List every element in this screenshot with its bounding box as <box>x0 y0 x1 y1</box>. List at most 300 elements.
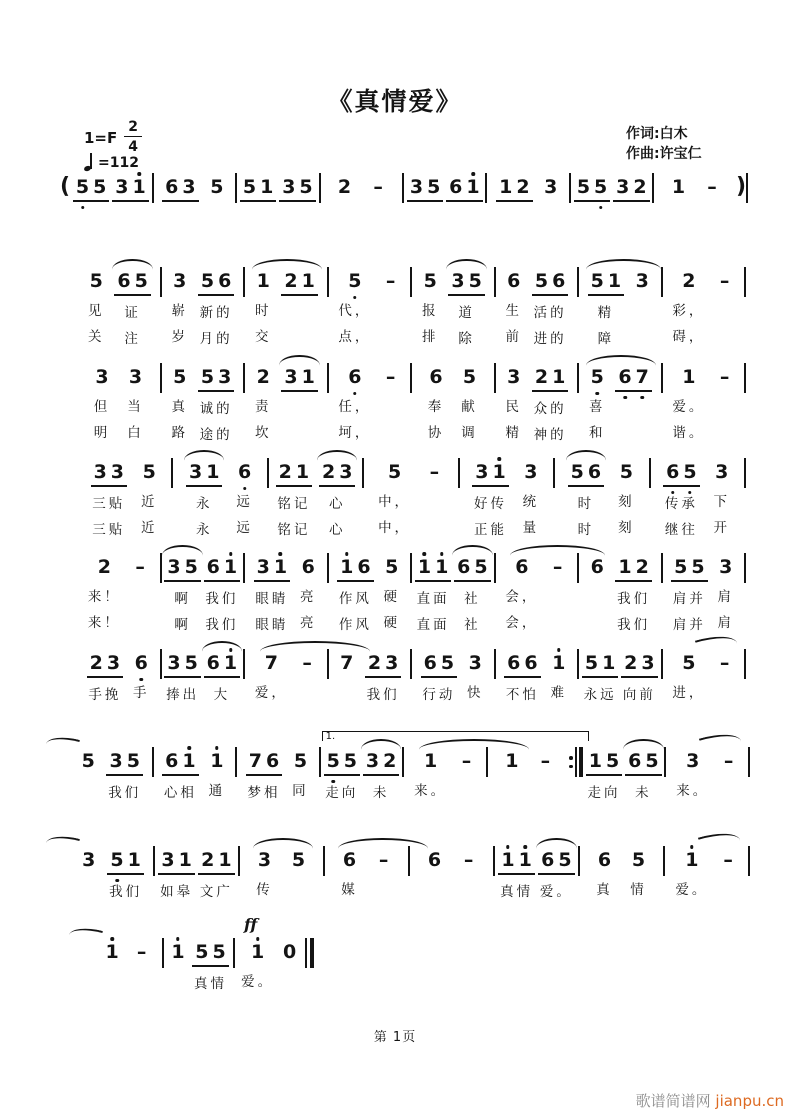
note-digit: 2 <box>97 556 111 578</box>
note-digit: – <box>385 270 396 292</box>
note-token <box>338 270 371 346</box>
lyric-text: 交 <box>254 329 272 345</box>
note-digit: – <box>385 366 396 388</box>
note-group <box>426 366 445 390</box>
note-digit: 3 <box>167 556 181 578</box>
lyric-text: 社 <box>464 617 481 633</box>
note-digit: 6 <box>552 270 566 292</box>
lyric-text <box>639 329 646 346</box>
lyric-text: 中， <box>378 520 412 536</box>
barline <box>748 747 750 777</box>
lyric-text: 行动 <box>422 687 456 703</box>
octave-dot-high <box>176 937 180 941</box>
lyric-text <box>296 331 303 348</box>
note-digit: 3 <box>82 849 96 871</box>
note-token <box>532 270 568 348</box>
note-group <box>504 366 523 390</box>
measure <box>583 750 665 802</box>
lyric-text: 白 <box>127 425 144 441</box>
note-group <box>170 366 189 390</box>
lyric-text <box>721 329 728 346</box>
octave-dot-high <box>523 845 527 849</box>
note-digit: 3 <box>167 652 181 674</box>
note-token <box>669 176 688 200</box>
note-token <box>588 556 607 632</box>
note-group <box>207 176 226 200</box>
lyric-text: 作风 <box>338 591 372 607</box>
note-digit: 1 <box>423 750 438 772</box>
measure <box>155 849 238 901</box>
slur-arc <box>162 545 202 556</box>
measure <box>410 849 493 899</box>
note-digit: 2 <box>278 461 292 483</box>
octave-dot-low <box>671 491 675 495</box>
note-token <box>337 652 356 702</box>
lyric-text: 来！ <box>87 615 121 631</box>
note-digit: 6 <box>449 176 463 198</box>
measure <box>571 176 652 202</box>
octave-dot-high <box>506 845 510 849</box>
note-digit: 3 <box>524 461 538 483</box>
note-token <box>574 176 610 202</box>
lyric-text: 永 <box>195 496 213 512</box>
note-group <box>382 556 401 580</box>
note-digit: 5 <box>291 849 306 871</box>
measure <box>235 915 305 991</box>
lyric-text: 下 <box>713 494 730 510</box>
lyric-text <box>296 305 303 322</box>
slur-arc <box>112 259 152 270</box>
lyric-text: 排 <box>421 329 439 345</box>
note-group <box>454 556 490 582</box>
note-group <box>548 556 567 580</box>
note-digit: – <box>723 750 734 772</box>
note-group <box>192 941 228 967</box>
barline <box>744 649 746 679</box>
measure <box>496 556 578 632</box>
note-group <box>298 652 317 676</box>
measure <box>329 556 411 634</box>
note-token <box>502 750 521 800</box>
slur-arc <box>317 450 357 461</box>
note-digit: 2 <box>337 176 352 198</box>
note-token <box>255 652 288 702</box>
lyric-text: 时 <box>254 303 272 319</box>
lyric-text: 新的 <box>199 305 233 321</box>
lyric-text: 社 <box>464 591 481 607</box>
slur-arc <box>446 259 486 270</box>
note-token <box>588 366 607 442</box>
note-digit: 6 <box>587 461 602 483</box>
octave-dot-low <box>641 396 645 400</box>
note-digit: 5 <box>576 176 591 198</box>
note-digit: 6 <box>348 366 361 389</box>
tie-arc-out <box>698 827 740 851</box>
lyric-text: 亮 <box>300 615 317 631</box>
note-token <box>106 750 142 802</box>
note-token <box>676 750 709 800</box>
note-token <box>158 849 194 901</box>
note-group <box>459 849 478 873</box>
note-group <box>246 750 282 776</box>
note-token <box>378 461 411 537</box>
octave-dot-low <box>115 879 119 883</box>
lyric-text <box>380 882 387 899</box>
note-token <box>504 366 523 442</box>
note-group <box>131 556 150 580</box>
lyric-text: 心相 <box>163 785 197 801</box>
lyric-text: 真 <box>171 399 188 415</box>
note-token <box>114 270 150 348</box>
note-token <box>112 176 148 202</box>
score-line-6 <box>78 652 746 704</box>
measure <box>488 750 570 800</box>
note-digit: 2 <box>284 270 298 292</box>
slur-arc <box>623 739 663 750</box>
lyric-text: 肩并 <box>672 617 706 633</box>
note-token <box>498 849 534 901</box>
measure <box>663 652 745 702</box>
note-token <box>126 366 145 442</box>
note-digit: 3 <box>635 270 649 292</box>
note-group <box>340 849 359 873</box>
note-group <box>669 176 688 200</box>
note-token <box>162 176 198 202</box>
lyric-text: 直面 <box>416 617 450 633</box>
note-digit: – <box>302 652 312 674</box>
note-group <box>79 849 98 873</box>
lyric-text: 啊 <box>174 617 191 633</box>
song-title: 《真情爱》 <box>327 87 463 116</box>
note-token <box>198 270 234 348</box>
lyric-text <box>304 685 311 702</box>
octave-dot-high <box>471 172 475 176</box>
note-digit: 3 <box>385 652 399 674</box>
lyric-text: 正能 <box>473 522 507 538</box>
note-group <box>235 461 254 485</box>
measure <box>70 849 153 901</box>
note-digit: 1 <box>607 270 622 292</box>
lyric-text: 除 <box>458 331 475 347</box>
note-group <box>207 750 226 774</box>
measure <box>579 556 661 634</box>
note-digit: 3 <box>468 652 482 674</box>
credits <box>626 124 702 164</box>
note-digit: 3 <box>616 176 630 198</box>
octave-dot-low <box>623 396 627 400</box>
measure <box>496 652 578 704</box>
note-token <box>381 366 400 442</box>
lyric-text: 远 <box>236 520 253 536</box>
quarter-note-icon <box>84 152 95 171</box>
measure <box>404 176 485 202</box>
measure <box>78 461 171 539</box>
note-digit: 1 <box>418 556 431 579</box>
note-digit: 3 <box>93 461 107 483</box>
lyric-text: 协 <box>427 425 445 441</box>
measure <box>321 750 403 802</box>
note-group <box>715 270 734 294</box>
note-digit: 5 <box>343 750 358 772</box>
tempo-marking <box>84 152 139 171</box>
note-digit: 3 <box>719 556 733 578</box>
lyric-text: 继往 <box>664 522 698 538</box>
note-token <box>369 176 388 200</box>
measure <box>496 366 578 444</box>
note-group <box>504 652 540 678</box>
lyric-text <box>431 520 438 537</box>
note-token <box>425 849 444 899</box>
note-digit: 6 <box>238 461 251 484</box>
lyric-text: 大 <box>213 687 231 703</box>
note-digit: 1 <box>682 366 696 388</box>
note-token <box>254 556 290 634</box>
note-digit: 5 <box>590 270 604 292</box>
lyric-text: 献 <box>461 399 478 415</box>
lyric-text: 手挽 <box>88 687 122 703</box>
repeat-dot <box>569 765 573 769</box>
measure <box>580 849 663 899</box>
note-token <box>672 652 705 702</box>
note-digit: 1 <box>127 849 141 871</box>
note-digit: 5 <box>195 941 209 963</box>
dynamic-mark: ff <box>244 915 258 934</box>
measure <box>579 366 661 444</box>
note-group <box>345 270 364 294</box>
lyric-text: 碍， <box>672 329 706 345</box>
lyric-text <box>286 974 293 991</box>
lyric-text: 铭记 <box>277 496 311 512</box>
note-group <box>586 750 622 776</box>
note-group <box>425 849 444 873</box>
note-digit: 5 <box>126 750 140 772</box>
lyric-text: 作风 <box>338 617 372 633</box>
note-group <box>291 750 310 774</box>
note-digit: 3 <box>282 176 296 198</box>
measure <box>325 849 408 899</box>
note-digit: 6 <box>206 556 220 578</box>
note-digit: 3 <box>641 652 655 674</box>
note-group <box>385 461 404 485</box>
lyric-text <box>554 589 561 606</box>
barline <box>744 363 746 393</box>
note-digit: 3 <box>507 366 521 388</box>
note-digit: 1 <box>618 556 632 578</box>
note-digit: 5 <box>474 556 488 578</box>
note-token <box>586 750 622 802</box>
lyric-text: 坷， <box>338 425 372 441</box>
note-group <box>719 849 738 873</box>
note-group <box>162 176 198 202</box>
note-digit: 7 <box>264 652 278 674</box>
note-group <box>112 176 148 202</box>
note-token <box>168 941 187 991</box>
lyric-text: 我们 <box>205 617 239 633</box>
lyric-text: 关 <box>87 329 105 345</box>
lyric-text <box>138 974 145 991</box>
measure <box>412 270 494 348</box>
note-group <box>140 461 159 485</box>
note-token <box>162 750 198 802</box>
note-token <box>719 849 738 899</box>
slur-arc <box>202 641 242 652</box>
note-token <box>281 366 317 444</box>
lyric-text: 量 <box>522 520 540 536</box>
note-group <box>87 652 123 678</box>
note-digit: 1 <box>295 461 310 483</box>
lyric-text: 进的 <box>533 331 567 347</box>
slur-arc <box>586 259 661 270</box>
note-group <box>254 270 273 294</box>
octave-dot-high <box>423 552 427 556</box>
watermark-site-name: 歌谱简谱网 <box>635 1092 716 1110</box>
note-digit: 6 <box>507 652 521 674</box>
measure <box>460 461 553 539</box>
lyric-text: 眼睛 <box>255 617 289 633</box>
octave-dot-low <box>81 206 85 210</box>
note-token <box>298 652 317 702</box>
time-signature-denominator: 4 <box>128 139 139 155</box>
lyric-text <box>725 882 732 899</box>
score-line-9 <box>92 915 314 993</box>
lyric-text: 肩 <box>717 615 735 631</box>
lyric-text: 爱。 <box>672 399 706 415</box>
note-digit: 5 <box>210 176 224 198</box>
note-group <box>719 750 738 774</box>
slur-arc <box>252 259 322 270</box>
lyric-text <box>542 783 549 800</box>
note-digit: 5 <box>212 941 226 963</box>
note-group <box>615 366 651 392</box>
note-digit: 5 <box>591 366 604 389</box>
octave-dot-high <box>690 845 694 849</box>
lyric-text: 来。 <box>414 783 448 799</box>
note-digit: 2 <box>624 652 638 674</box>
note-digit: 1 <box>505 750 519 772</box>
note-digit: 2 <box>516 176 530 198</box>
octave-dot-high <box>279 552 283 556</box>
note-token <box>454 556 490 634</box>
note-digit: – <box>719 652 730 674</box>
note-token <box>299 556 318 632</box>
note-token <box>538 849 574 901</box>
note-group <box>240 176 276 202</box>
note-digit: 1 <box>224 556 237 579</box>
note-group <box>365 652 401 678</box>
octave-dot-high <box>110 937 114 941</box>
note-group <box>381 270 400 294</box>
note-group <box>381 366 400 390</box>
note-digit: 1 <box>301 366 315 388</box>
note-token <box>716 556 735 632</box>
note-token <box>663 461 699 539</box>
octave-dot-low <box>599 206 603 210</box>
lyric-text: 任， <box>338 399 372 415</box>
note-digit: 5 <box>674 556 688 578</box>
note-group <box>621 652 657 678</box>
note-digit: 3 <box>188 461 203 483</box>
note-group <box>532 366 568 392</box>
note-token <box>421 270 440 346</box>
note-digit: 5 <box>631 849 646 871</box>
note-group <box>715 652 734 676</box>
note-token <box>421 652 457 704</box>
note-token <box>204 556 240 634</box>
note-group <box>716 556 735 580</box>
note-digit: 3 <box>109 750 123 772</box>
watermark <box>636 1090 784 1111</box>
note-token <box>198 366 234 444</box>
note-group <box>254 366 273 390</box>
measure <box>663 366 745 442</box>
note-token <box>363 750 399 802</box>
note-token <box>279 176 315 202</box>
measure <box>269 461 362 539</box>
measure <box>412 366 494 442</box>
score-line-2 <box>78 270 746 348</box>
measure <box>555 461 648 539</box>
lyric-text: 永 <box>195 522 213 538</box>
note-group <box>162 750 198 776</box>
note-digit: 3 <box>182 176 196 198</box>
note-digit: 5 <box>558 849 572 871</box>
note-digit: 1 <box>182 750 195 773</box>
note-token <box>617 461 636 537</box>
slur-arc <box>510 545 605 556</box>
lyric-text: 诚的 <box>199 401 233 417</box>
note-token <box>448 270 484 348</box>
note-digit: 1 <box>685 849 698 872</box>
note-group <box>446 176 482 202</box>
note-token <box>102 941 121 991</box>
note-digit: 6 <box>541 849 555 871</box>
note-digit: – <box>136 941 147 963</box>
lyric-text: 捧出 <box>166 687 200 703</box>
watermark-site-url: jianpu.cn <box>715 1092 784 1110</box>
note-digit: 5 <box>348 270 361 293</box>
note-token <box>281 270 317 348</box>
note-group <box>460 366 479 390</box>
slur-arc <box>260 641 370 652</box>
note-group <box>683 750 702 774</box>
note-digit: 6 <box>457 556 471 578</box>
note-group <box>198 270 234 296</box>
note-token <box>588 270 624 348</box>
note-digit: 5 <box>110 849 123 872</box>
note-digit: 5 <box>184 652 198 674</box>
note-digit: 3 <box>256 556 270 578</box>
lyric-text: 手 <box>133 685 150 701</box>
note-digit: 3 <box>115 176 129 198</box>
measure <box>162 366 244 444</box>
lyric-text <box>594 615 601 632</box>
lyric-text: 硬 <box>383 589 401 605</box>
note-token <box>324 750 360 802</box>
lyric-text <box>174 974 181 991</box>
lyric-text: 喜 <box>588 399 606 415</box>
note-group <box>617 461 636 485</box>
note-group <box>281 270 317 296</box>
note-token <box>415 556 451 634</box>
note-token <box>91 461 127 539</box>
lyric-text <box>554 615 561 632</box>
lyric-text: 开 <box>713 520 730 536</box>
measure <box>162 556 244 634</box>
note-digit: 3 <box>409 176 424 198</box>
lyric-text: 永远 <box>583 687 617 703</box>
lyric-text: 点， <box>338 329 372 345</box>
note-digit: 5 <box>682 652 696 674</box>
